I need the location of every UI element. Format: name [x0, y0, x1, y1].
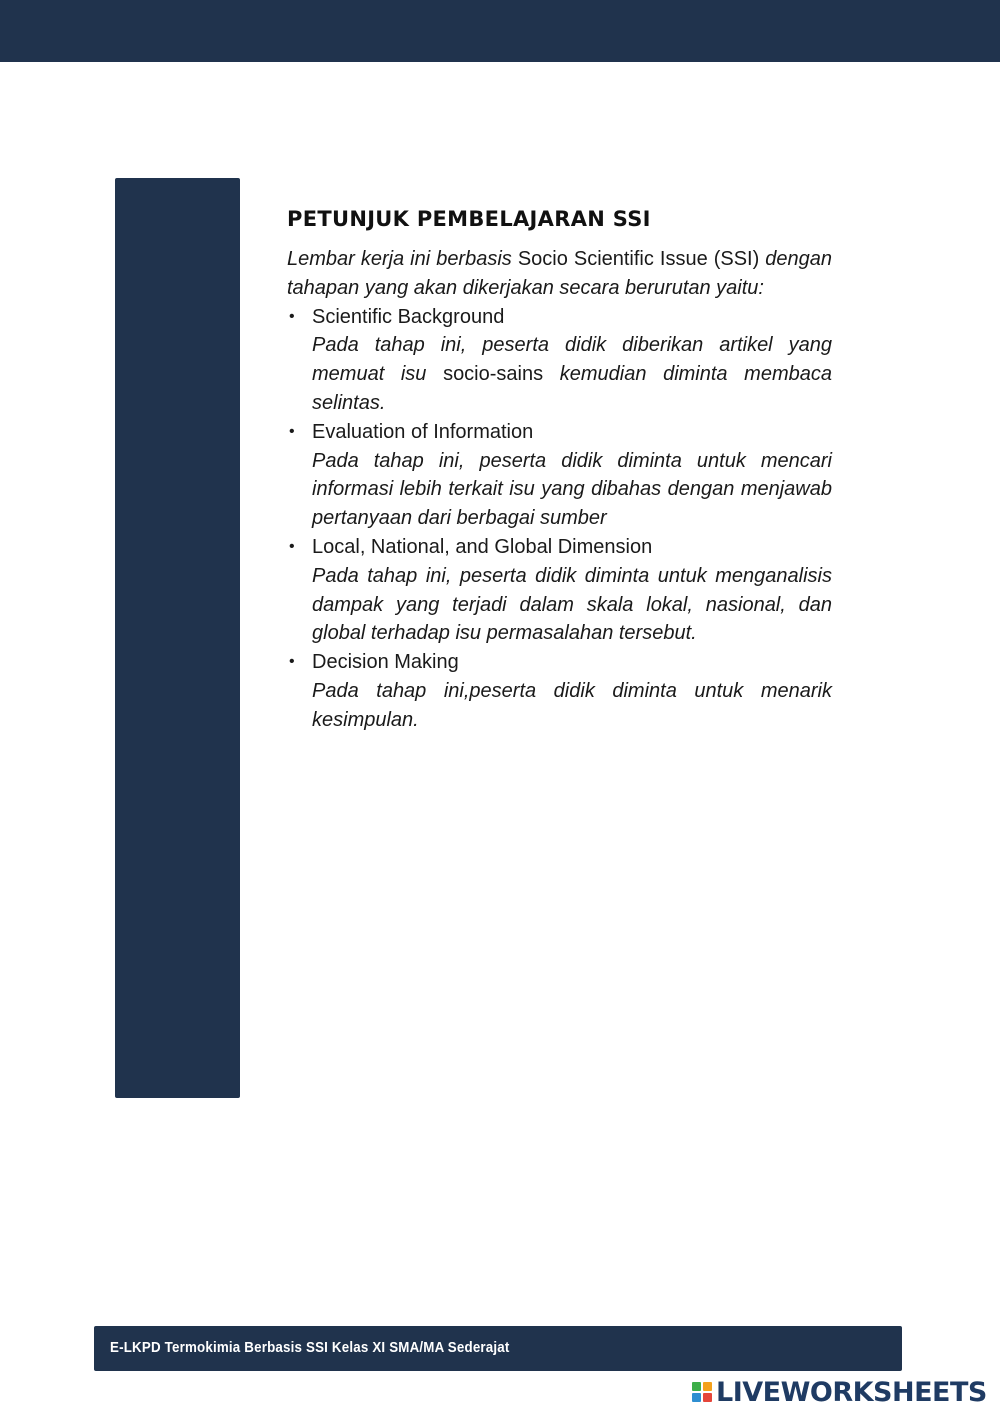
intro-term: Socio Scientific Issue (SSI)	[517, 248, 760, 270]
step-description-term: socio-sains	[443, 363, 544, 386]
intro-paragraph	[287, 245, 832, 303]
step-description	[312, 562, 832, 648]
step-title: Evaluation of Information	[312, 420, 534, 443]
step-description-text: Pada tahap ini, peserta didik diminta untuk menganalisis dampak yang terjadi dalam skala lokal, nasional, dan global terhadap isu permasalahan tersebut.	[312, 564, 832, 645]
bullet-icon: •	[289, 537, 295, 555]
step-description	[312, 677, 832, 735]
header-band	[0, 0, 1000, 62]
step-title: Scientific Background	[312, 305, 505, 328]
side-decoration-bar	[115, 178, 240, 1098]
logo-square-v	[692, 1393, 701, 1402]
intro-lead: Lembar kerja ini berbasis	[287, 248, 512, 270]
logo-square-l	[692, 1382, 701, 1391]
step-description	[312, 447, 832, 533]
step-description-b: kemudian diminta membaca selintas.	[312, 363, 832, 414]
bullet-icon: •	[289, 422, 295, 440]
step-description	[312, 331, 832, 417]
logo-square-e	[703, 1393, 712, 1402]
step-description-text: Pada tahap ini, peserta didik diminta untuk mencari informasi lebih terkait isu yang dibahas dengan menjawab pertanyaan dari berbagai sumber	[312, 449, 832, 530]
liveworksheets-grid-icon	[692, 1382, 712, 1402]
list-item	[287, 303, 832, 418]
step-title: Local, National, and Global Dimension	[312, 535, 653, 558]
footer-text: E-LKPD Termokimia Berbasis SSI Kelas XI SMA/MA Sederajat	[110, 1340, 510, 1356]
liveworksheets-logo	[692, 1376, 987, 1408]
footer-bar	[94, 1326, 902, 1371]
page-title: PETUNJUK PEMBELAJARAN SSI	[287, 207, 651, 231]
step-description-text: Pada tahap ini,peserta didik diminta untuk menarik kesimpulan.	[312, 679, 832, 731]
bullet-icon: •	[289, 653, 295, 671]
instructions-section	[287, 207, 832, 735]
liveworksheets-wordmark: LIVEWORKSHEETS	[716, 1376, 987, 1408]
intro-rest: dengan tahapan yang akan dikerjakan secara berurutan yaitu:	[287, 248, 833, 299]
step-description-a: Pada tahap ini, peserta didik diberikan artikel yang memuat isu	[312, 334, 832, 386]
steps-list	[287, 303, 832, 735]
bullet-icon: •	[289, 307, 295, 325]
list-item	[287, 648, 832, 734]
logo-square-i	[703, 1382, 712, 1391]
step-title: Decision Making	[312, 651, 459, 674]
list-item	[287, 418, 832, 533]
list-item	[287, 533, 832, 648]
